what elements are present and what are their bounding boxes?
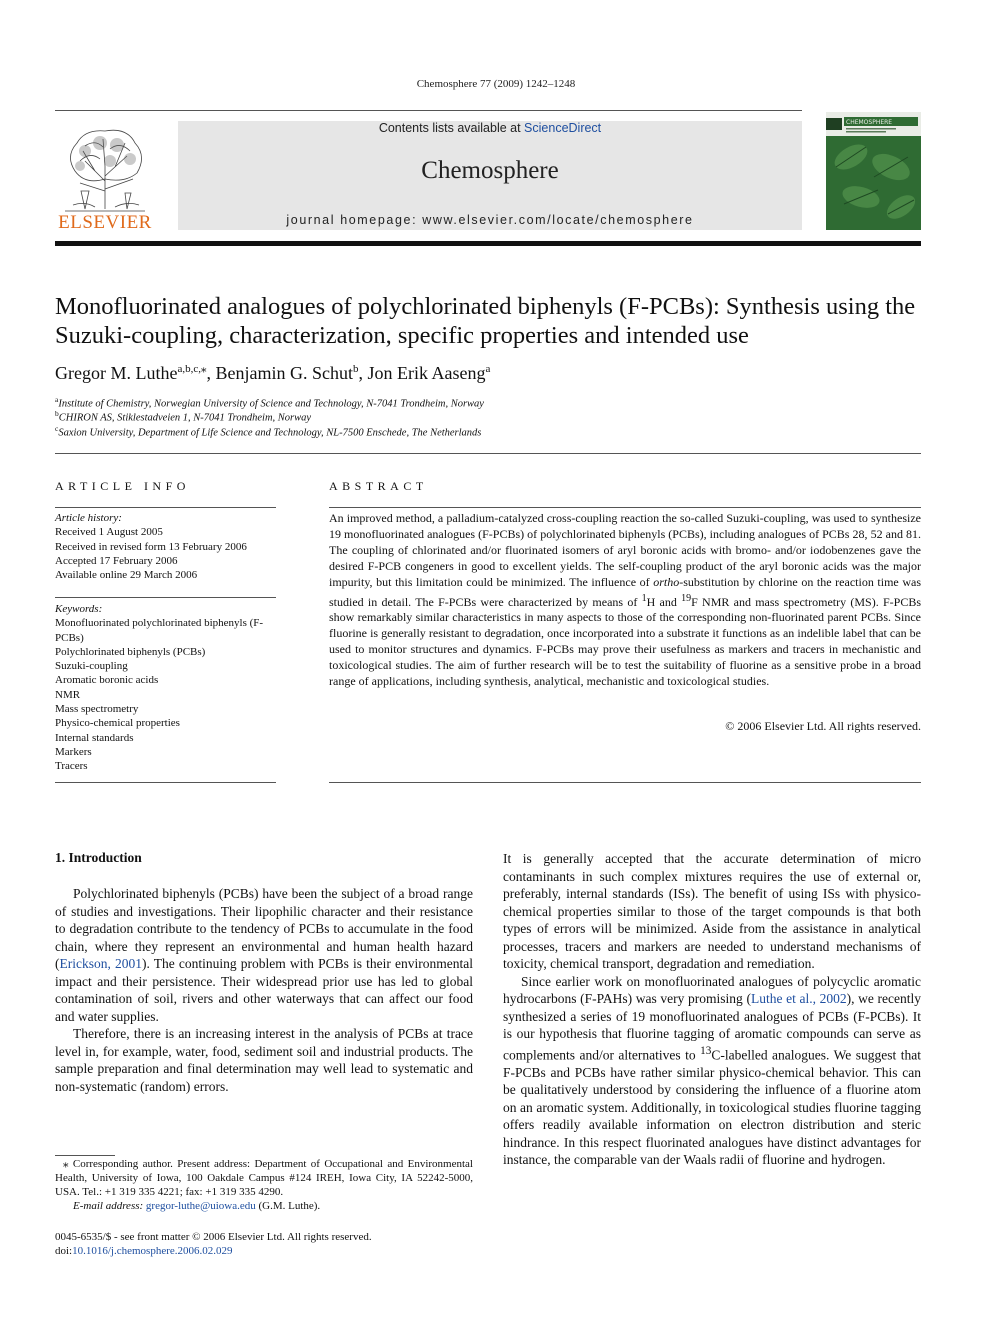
sciencedirect-link[interactable]: ScienceDirect <box>524 121 602 135</box>
section-rule <box>55 453 921 454</box>
email-suffix: (G.M. Luthe). <box>255 1200 321 1212</box>
affiliation <box>55 424 481 439</box>
journal-banner <box>178 121 802 230</box>
cover-title: CHEMOSPHERE <box>846 119 893 126</box>
paragraph <box>503 973 921 1169</box>
contents-line <box>178 121 802 135</box>
article-info-rule <box>55 507 276 508</box>
article-info-rule <box>55 782 276 783</box>
contents-prefix: Contents lists available at <box>378 121 525 135</box>
abstract-part: F NMR and mass spectrometry (MS). F-PCBs show remarkably similar characteristics in many aspects to those of the corresponding non-fluorinated parent PCBs. Since fluorine is generally resistant to degradation, once incorporated into a substrate it functions as an indelible label that can be used to monitor structures and dynamics. F-PCBs may prove their usefulness as markers and tracers in mechanistic and toxicological studies. The aim of further research will be to test the suitability of fluorine as a sensitive probe in a broad range of applications, including synthesis, analytical, mechanistic and toxicological studies. <box>329 594 921 689</box>
elsevier-wordmark: ELSEVIER <box>58 212 152 233</box>
author-separator: , <box>358 363 368 383</box>
author-list <box>55 362 921 384</box>
history-item: Received in revised form 13 February 2006 <box>55 540 247 553</box>
article-info-rule <box>55 597 276 598</box>
header-rule <box>55 110 802 111</box>
paragraph <box>55 885 473 1025</box>
abstract-text <box>329 511 921 690</box>
author-name: Gregor M. Luthe <box>55 363 178 383</box>
history-label: Article history: <box>55 512 122 524</box>
abstract-part: -substitution by chlorine on the reaction time was studied in detail. The F-PCBs were characterized by means of <box>329 574 921 609</box>
keyword: Internal standards <box>55 731 134 744</box>
affiliation-mark: c <box>55 424 59 433</box>
issn-line: 0045-6535/$ - see front matter © 2006 Elsevier Ltd. All rights reserved. <box>55 1231 372 1243</box>
keyword: Physico-chemical properties <box>55 717 180 730</box>
article-history <box>55 511 280 582</box>
doi-link[interactable]: 10.1016/j.chemosphere.2006.02.029 <box>72 1245 233 1257</box>
article-info-heading: ARTICLE INFO <box>55 479 190 493</box>
affiliation <box>55 409 311 424</box>
journal-citation: Chemosphere 77 (2009) 1242–1248 <box>416 78 576 90</box>
keyword: Monofluorinated polychlorinated biphenyls (F-PCBs) <box>55 617 264 644</box>
abstract-rule <box>329 507 921 508</box>
affiliation-mark: a <box>55 395 59 404</box>
abstract-copyright: © 2006 Elsevier Ltd. All rights reserved. <box>725 719 921 733</box>
front-matter-info <box>55 1230 473 1258</box>
footnote-text: Corresponding author. Present address: Department of Occupational and Environmental Health, University of Iowa, 100 Oakdale Campus #124 IREH, Iowa City, IA 52242-5000, USA. Tel.: +1 319 335 4221; fax: +1 319 335 4290. <box>55 1158 473 1198</box>
paragraph: It is generally accepted that the accurate determination of micro contaminants in such complex mixtures requires the use of external or, preferably, internal standards (ISs). The benefit of using ISs with physico-chemical properties similar to those of the target compounds is that both types of errors will be minimized. Aside from the assistance in analytical processes, tracers and markers are needed to understand mechanisms of toxicity, chemical transport, degradation and remediation. <box>503 851 921 971</box>
abstract-heading: ABSTRACT <box>329 479 428 493</box>
affiliation-text: Institute of Chemistry, Norwegian University of Science and Technology, N-7041 Trondheim, Norway <box>58 398 484 410</box>
doi-label: doi: <box>55 1245 73 1257</box>
keywords-label: Keywords: <box>55 603 103 615</box>
keyword: Tracers <box>55 760 88 773</box>
paragraph-text: ), we recently synthesized a series of 19 monofluorinated analogues of PCBs (F-PCBs). It is our hypothesis that fluorine tagging of aromatic compounds can serve as complements and/or alternatives to <box>503 991 921 1062</box>
doi-line <box>55 1244 473 1258</box>
keywords-list <box>55 602 280 774</box>
abstract-part: An improved method, a palladium-catalyzed cross-coupling reaction the so-called Suzuki-coupling, was used to synthesize 19 monofluorinated analogues (F-PCBs) of polychlorinated biphenyls (PCBs), including analogues of PCBs 28, 52 and 81. The coupling of chlorinated and/or fluorinated isomers of aryl boronic acids with bromo- and/or iodobenzenes gave the desired F-PCB congeners in good to excellent yields. The self-coupling product of the aryl boronic acids was the major impurity, but this limitation could be minimized. The influence of <box>329 511 921 589</box>
header-thick-rule <box>55 241 921 246</box>
paragraph-text: Polychlorinated biphenyls (PCBs) have been the subject of a broad range of studies and investigations. Their lipophilic character and their resistance to degradation contribute to the tendency of PCBs to accumulate in the food chain, where they represent an environmental and human health hazard ( <box>55 886 473 971</box>
history-item: Available online 29 March 2006 <box>55 569 198 582</box>
reference-link[interactable]: Luthe et al., 2002 <box>750 991 847 1006</box>
author-affiliation-marks[interactable]: a,b,c,⁎ <box>177 363 207 375</box>
author-affiliation-marks[interactable]: b <box>352 363 359 375</box>
paragraph: Therefore, there is an increasing interest in the analysis of PCBs at trace level in, for example, water, food, sediment soil and industrial products. The sample preparation and final determination may well lead to systematic and non-systematic (random) errors. <box>55 1026 473 1094</box>
author-affiliation-marks[interactable]: a <box>485 363 491 375</box>
abstract-part: H and <box>646 594 682 609</box>
author-name: Benjamin G. Schut <box>215 363 353 383</box>
section-heading-introduction: 1. Introduction <box>55 850 142 865</box>
abstract-italic: ortho <box>653 574 680 589</box>
journal-cover-image <box>826 112 921 230</box>
author-separator: , <box>206 363 216 383</box>
isotope-superscript: 19 <box>681 592 692 604</box>
affiliation-text: Saxion University, Department of Life Science and Technology, NL-7500 Enschede, The Netherlands <box>58 427 482 439</box>
keyword: Aromatic boronic acids <box>55 674 159 687</box>
body-column-left <box>55 885 473 1095</box>
author-name: Jon Erik Aaseng <box>367 363 486 383</box>
author-email-link[interactable]: gregor-luthe@uiowa.edu <box>145 1200 256 1212</box>
corresponding-author-footnote <box>55 1157 473 1213</box>
affiliation-mark: b <box>55 409 59 418</box>
isotope-superscript: 1 <box>641 592 647 604</box>
affiliation-text: CHIRON AS, Stiklestadveien 1, N-7041 Trondheim, Norway <box>58 412 312 424</box>
history-item: Accepted 17 February 2006 <box>55 554 178 567</box>
article-title: Monofluorinated analogues of polychlorinated biphenyls (F-PCBs): Synthesis using the Suzuki-coupling, characterization, specific properties and intended use <box>55 293 916 349</box>
keyword: Mass spectrometry <box>55 703 139 716</box>
affiliation <box>55 395 484 410</box>
journal-name: Chemosphere <box>421 157 559 184</box>
email-label: E-mail address: <box>73 1200 146 1212</box>
keyword: Markers <box>55 745 92 758</box>
footnote-rule <box>55 1155 115 1156</box>
keyword: Polychlorinated biphenyls (PCBs) <box>55 645 206 658</box>
isotope-superscript: 13 <box>700 1044 712 1057</box>
journal-homepage[interactable]: journal homepage: www.elsevier.com/locate/chemosphere <box>286 213 694 227</box>
paragraph-text: Since earlier work on monofluorinated analogues of polycyclic aromatic hydrocarbons (F-PAHs) was very promising ( <box>503 973 921 1006</box>
abstract-rule <box>329 782 921 783</box>
body-column-right <box>503 850 921 1169</box>
footnote-star: ⁎ <box>63 1158 69 1170</box>
keyword: Suzuki-coupling <box>55 660 128 673</box>
keyword: NMR <box>55 688 81 701</box>
paragraph-text: ). The continuing problem with PCBs is their environmental impact and their persistence. Their widespread prior use has led to global contamination of soil, rivers and other waterways that can affect our food and water supplies. <box>55 956 473 1024</box>
paragraph-text: C-labelled analogues. We suggest that F-PCBs and PCBs have rather similar physico-chemical behavior. This can be qualitatively understood by considering the influence of a fluorine atom on an aromatic system. Additionally, in toxicological studies fluorine tagging offers readily available information on electron distribution and steric hindrance. In this respect fluorinated analogues have distinct advantages for instance, the comparable van der Waals radii of fluorine and hydrogen. <box>503 1047 921 1167</box>
history-item: Received 1 August 2005 <box>55 526 163 539</box>
reference-link[interactable]: Erickson, 2001 <box>59 956 143 971</box>
